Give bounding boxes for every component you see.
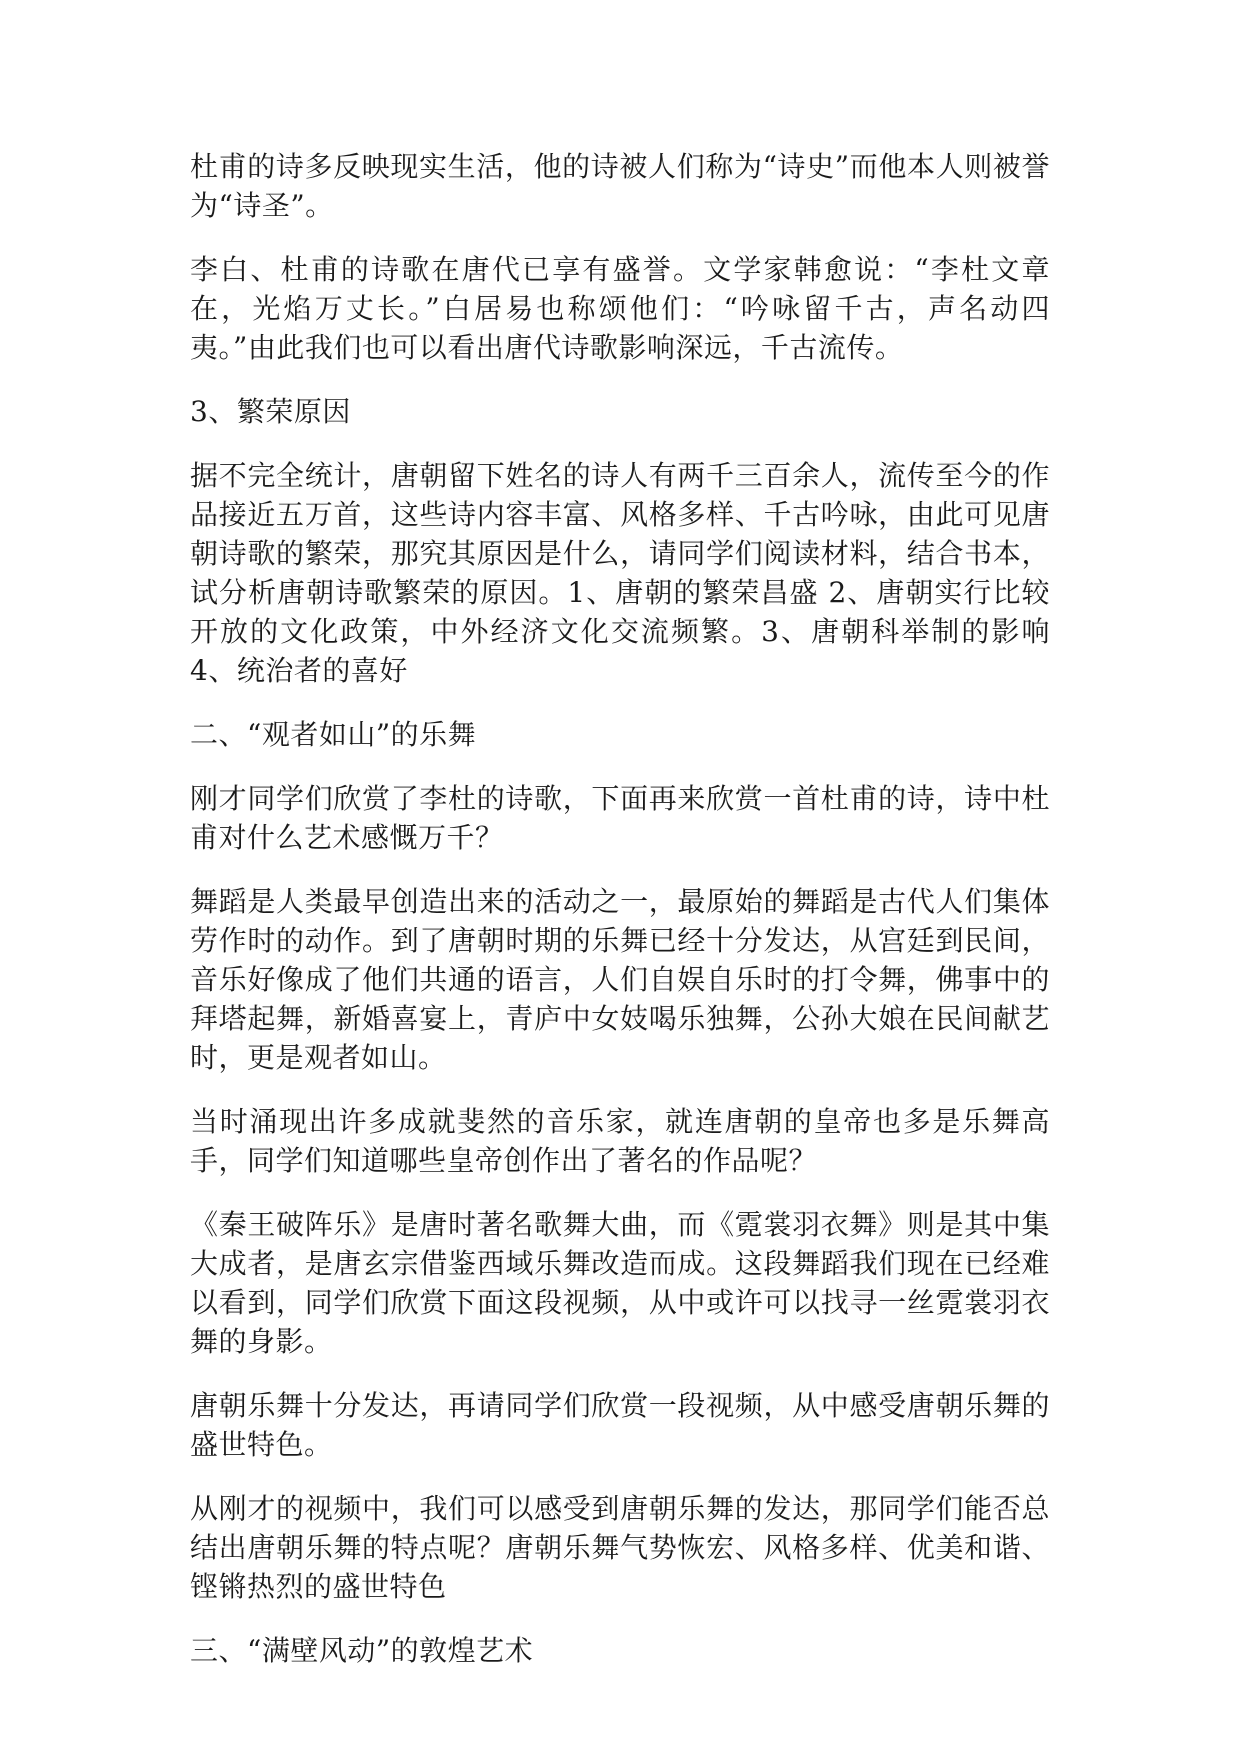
section-heading-music-dance: 二、“观者如山”的乐舞 xyxy=(190,718,477,751)
document-body xyxy=(190,147,1050,1695)
paragraph-prosperity-reasons: 据不完全统计，唐朝留下姓名的诗人有两千三百余人，流传至今的作品接近五万首，这些诗内容丰富、风格多样、千古吟咏，由此可见唐朝诗歌的繁荣，那究其原因是什么，请同学们阅读材料，结合书本，试分析唐朝诗歌繁荣的原因。1、唐朝的繁荣昌盛 2、唐朝实行比较开放的文化政策，中外经济文化交流频繁。3、唐朝科举制的影响 4、统治者的喜好 xyxy=(190,459,1050,687)
section-heading-dunhuang-art: 三、“满壁风动”的敦煌艺术 xyxy=(190,1634,534,1667)
paragraph-li-du-reputation: 李白、杜甫的诗歌在唐代已享有盛誉。文学家韩愈说：“李杜文章在，光焰万丈长。”白居易也称颂他们：“吟咏留千古，声名动四夷。”由此我们也可以看出唐代诗歌影响深远，千古流传。 xyxy=(190,253,1050,364)
section-heading-prosperity-reasons: 3、繁荣原因 xyxy=(190,395,351,428)
paragraph-musicians-emperors: 当时涌现出许多成就斐然的音乐家，就连唐朝的皇帝也多是乐舞高手，同学们知道哪些皇帝创作出了著名的作品呢？ xyxy=(190,1105,1050,1177)
paragraph-du-fu-poetry: 杜甫的诗多反映现实生活，他的诗被人们称为“诗史”而他本人则被誉为“诗圣”。 xyxy=(190,150,1050,222)
paragraph-dance-history: 舞蹈是人类最早创造出来的活动之一，最原始的舞蹈是古代人们集体劳作时的动作。到了唐朝时期的乐舞已经十分发达，从宫廷到民间，音乐好像成了他们共通的语言，人们自娱自乐时的打令舞，佛事中的拜塔起舞，新婚喜宴上，青庐中女妓喝乐独舞，公孙大娘在民间献艺时，更是观者如山。 xyxy=(190,885,1050,1074)
paragraph-du-fu-art-question: 刚才同学们欣赏了李杜的诗歌，下面再来欣赏一首杜甫的诗，诗中杜甫对什么艺术感慨万千？ xyxy=(190,782,1050,854)
paragraph-video-appreciation: 唐朝乐舞十分发达，再请同学们欣赏一段视频，从中感受唐朝乐舞的盛世特色。 xyxy=(190,1389,1050,1461)
paragraph-dance-characteristics: 从刚才的视频中，我们可以感受到唐朝乐舞的发达，那同学们能否总结出唐朝乐舞的特点呢？唐朝乐舞气势恢宏、风格多样、优美和谐、铿锵热烈的盛世特色 xyxy=(190,1492,1050,1603)
paragraph-nichang-dance: 《秦王破阵乐》是唐时著名歌舞大曲，而《霓裳羽衣舞》则是其中集大成者，是唐玄宗借鉴西域乐舞改造而成。这段舞蹈我们现在已经难以看到，同学们欣赏下面这段视频，从中或许可以找寻一丝霓裳羽衣舞的身影。 xyxy=(190,1208,1050,1358)
